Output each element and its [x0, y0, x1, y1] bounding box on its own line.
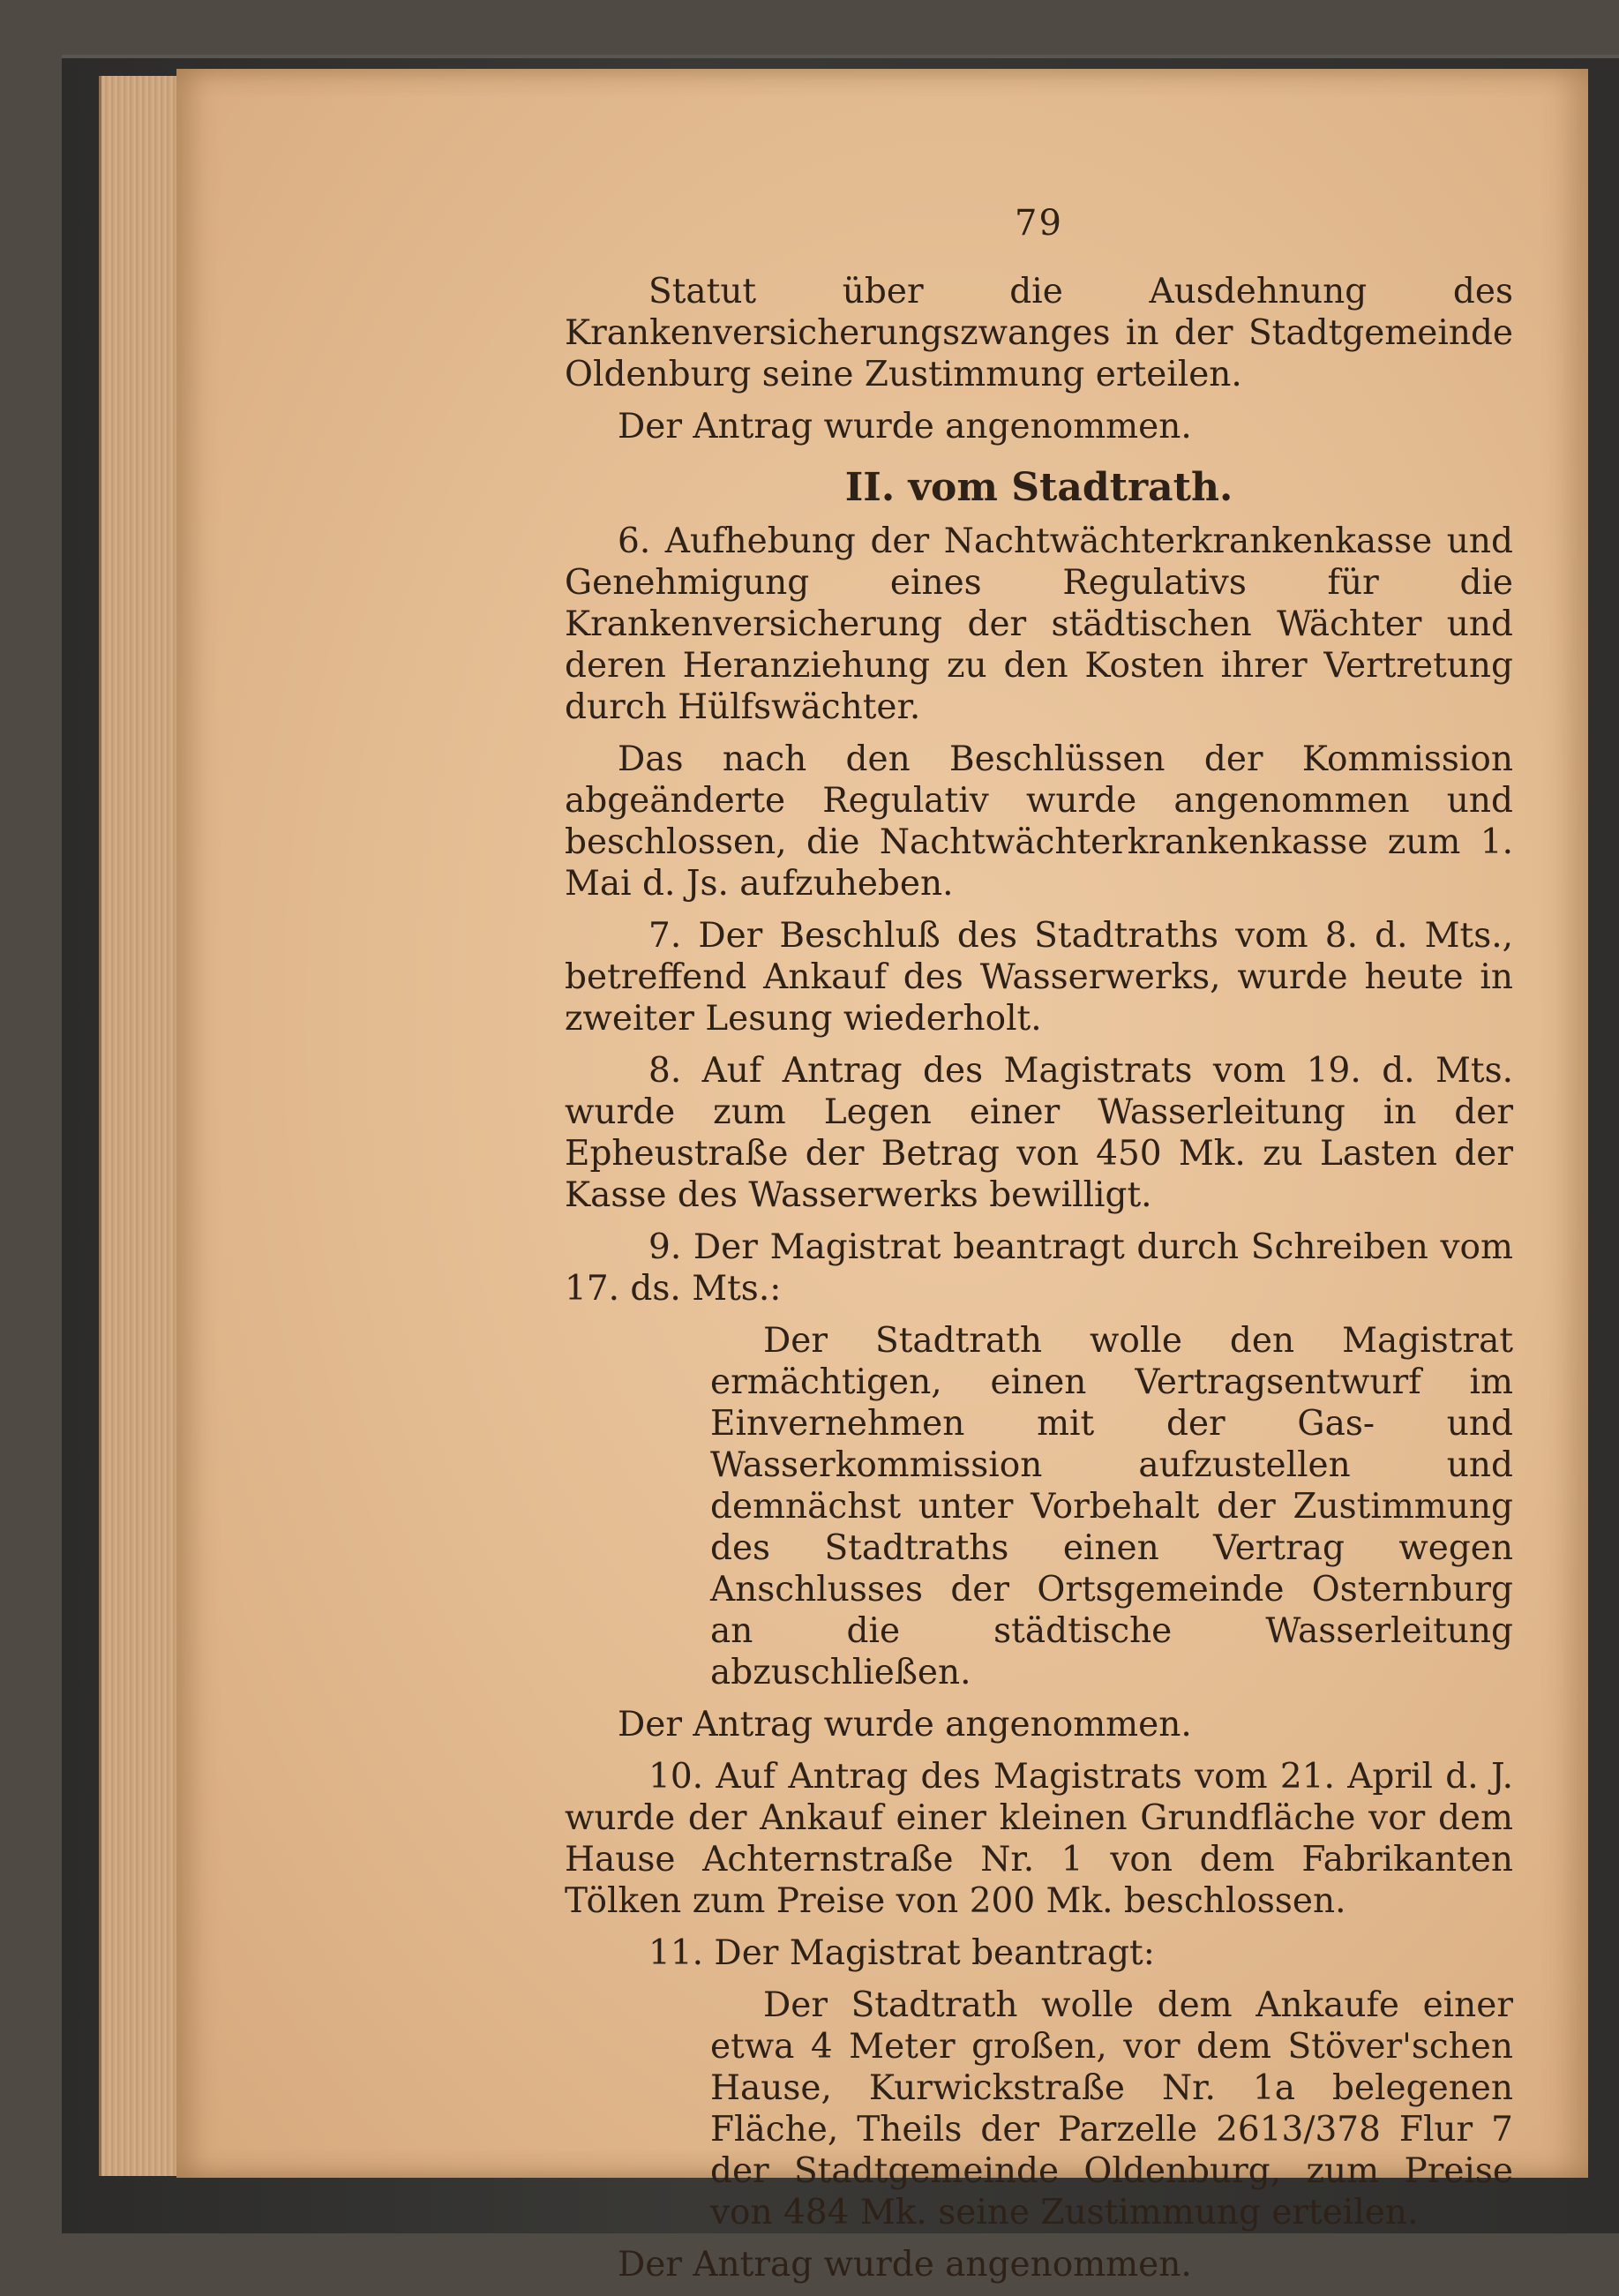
item-10: 10. Auf Antrag des Magistrats vom 21. April d. J. wurde der Ankauf einer kleinen Grundfläche vor dem Hause Achternstraße Nr. 1 von dem Fabrikanten Tölken zum Preise von 200 Mk. beschlossen. [565, 1757, 1513, 1921]
page-number: 79 [1015, 203, 1063, 244]
item-7: 7. Der Beschluß des Stadtraths vom 8. d. Mts., betreffend Ankauf des Wasserwerks, wurde heute in zweiter Lesung wiederholt. [565, 916, 1513, 1039]
section-heading: II. vom Stadtrath. [844, 465, 1233, 510]
item-9-quote-text: Der Stadtrath wolle den Magistrat ermächtigen, einen Vertragsentwurf im Einvernehmen mit der Gas- und Wasserkommission aufzustellen und demnächst unter Vorbehalt der Zustimmung des Stadtraths einen Vertrag wegen Anschlusses der Ortsgemeinde Osternburg an die städtische Wasserleitung abzuschließen. [710, 1321, 1513, 1692]
item-9: 9. Der Magistrat beantragt durch Schreiben vom 17. ds. Mts.: [565, 1227, 1513, 1309]
item-11: 11. Der Magistrat beantragt: [648, 1933, 1155, 1973]
item-8: 8. Auf Antrag des Magistrats vom 19. d. Mts. wurde zum Legen einer Wasserleitung in der Epheustraße der Betrag von 450 Mk. zu Lasten der Kasse des Wasserwerks bewilligt. [565, 1051, 1513, 1215]
item-6-result: Das nach den Beschlüssen der Kommission abgeänderte Regulativ wurde angenommen und beschlossen, die Nachtwächterkrankenkasse zum 1. Mai d. Js. aufzuheben. [565, 739, 1513, 904]
page-text [565, 203, 1513, 2296]
item-11-quote [710, 1985, 1513, 2233]
item-11-quote-text: Der Stadtrath wolle dem Ankaufe einer etwa 4 Meter großen, vor dem Stöver'schen Hause, Kurwickstraße Nr. 1a belegenen Fläche, Theils der Parzelle 2613/378 Flur 7 der Stadtgemeinde Oldenburg, zum Preise von 484 Mk. seine Zustimmung erteilen. [710, 1985, 1513, 2232]
paragraph-statut: Statut über die Ausdehnung des Krankenversicherungszwanges in der Stadtgemeinde Oldenburg seine Zustimmung erteilen. [565, 272, 1513, 394]
item-9-quote [710, 1320, 1513, 1693]
item-9-result: Der Antrag wurde angenommen. [618, 1705, 1192, 1745]
item-6: 6. Aufhebung der Nachtwächterkrankenkasse und Genehmigung eines Regulativs für die Krankenversicherung der städtischen Wächter und deren Heranziehung zu den Kosten ihrer Vertretung durch Hülfswächter. [565, 521, 1513, 727]
paragraph-result-1: Der Antrag wurde angenommen. [618, 407, 1192, 446]
item-11-result: Der Antrag wurde angenommen. [618, 2245, 1192, 2285]
